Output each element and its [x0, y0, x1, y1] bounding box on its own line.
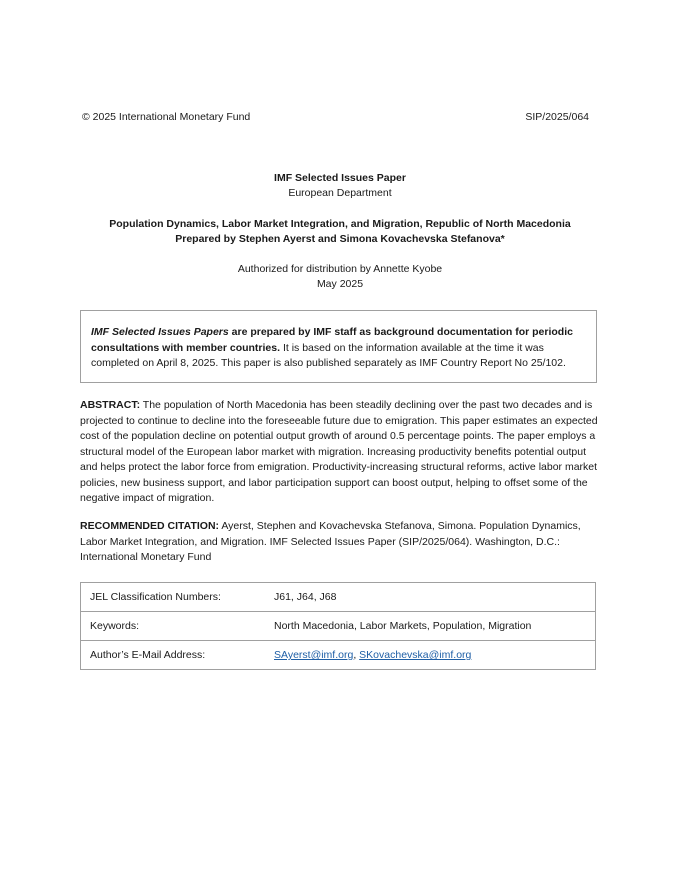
copyright-notice: © 2025 International Monetary Fund [82, 111, 251, 123]
recommended-citation [80, 519, 600, 566]
disclaimer-bold-text: are prepared by IMF staff as background documentation for periodic consultations with member countries. [91, 326, 573, 354]
email-link-ayerst[interactable]: SAyerst@imf.org [274, 649, 354, 661]
disclaimer-series: IMF Selected Issues Papers [91, 326, 229, 338]
disclaimer-text: It is based on the information available at the time it was completed on April 8, 2025. This paper is also published separately as IMF Country Report No 25/102. [91, 341, 566, 369]
paper-authors: Prepared by Stephen Ayerst and Simona Kovachevska Stefanova* [175, 233, 505, 245]
series-title: IMF Selected Issues Paper [274, 172, 406, 184]
citation-text: Ayerst, Stephen and Kovachevska Stefanova, Simona. Population Dynamics, Labor Market Integration, and Migration. IMF Selected Issues Paper (SIP/2025/064). Washington, D.C.: International Monetary Fund [80, 520, 581, 563]
classification-table [80, 582, 596, 670]
abstract [80, 398, 600, 507]
table-row [81, 612, 596, 641]
abstract-label: ABSTRACT: [80, 399, 141, 411]
table-row [81, 641, 596, 670]
authorization: Authorized for distribution by Annette Kyobe [237, 263, 443, 275]
email-link-kovachevska[interactable]: SKovachevska@imf.org [359, 649, 472, 661]
jel-value: J61, J64, J68 [256, 583, 596, 612]
abstract-text: The population of North Macedonia has been steadily declining over the past two decades and is projected to continue to decline into the foreseeable future due to emigration. This paper estimates an expected cost of the population decline on potential output growth of around 0.5 percentage points. The paper employs a structural model of the European labor market with migration. Increasing productivity benefits potential output and helps protect the labor force from emigration. Productivity-increasing structural reforms, active labor market policies, new business support, and labor participation support can boost output, helping to offset some of the negative impact of migration. [80, 399, 598, 504]
disclaimer-box [80, 310, 597, 383]
page-header [82, 111, 589, 123]
keywords-label: Keywords: [81, 612, 257, 641]
publication-date: May 2025 [316, 278, 364, 290]
email-cell [256, 641, 596, 670]
jel-label: JEL Classification Numbers: [81, 583, 257, 612]
email-label: Author’s E-Mail Address: [81, 641, 257, 670]
citation-label: RECOMMENDED CITATION: [80, 520, 220, 532]
paper-title: Population Dynamics, Labor Market Integration, and Migration, Republic of North Macedonia [109, 218, 571, 230]
keywords-value: North Macedonia, Labor Markets, Population, Migration [256, 612, 596, 641]
department: European Department [288, 187, 392, 199]
table-row [81, 583, 596, 612]
email-separator: , [353, 649, 360, 661]
paper-id: SIP/2025/064 [525, 111, 589, 123]
